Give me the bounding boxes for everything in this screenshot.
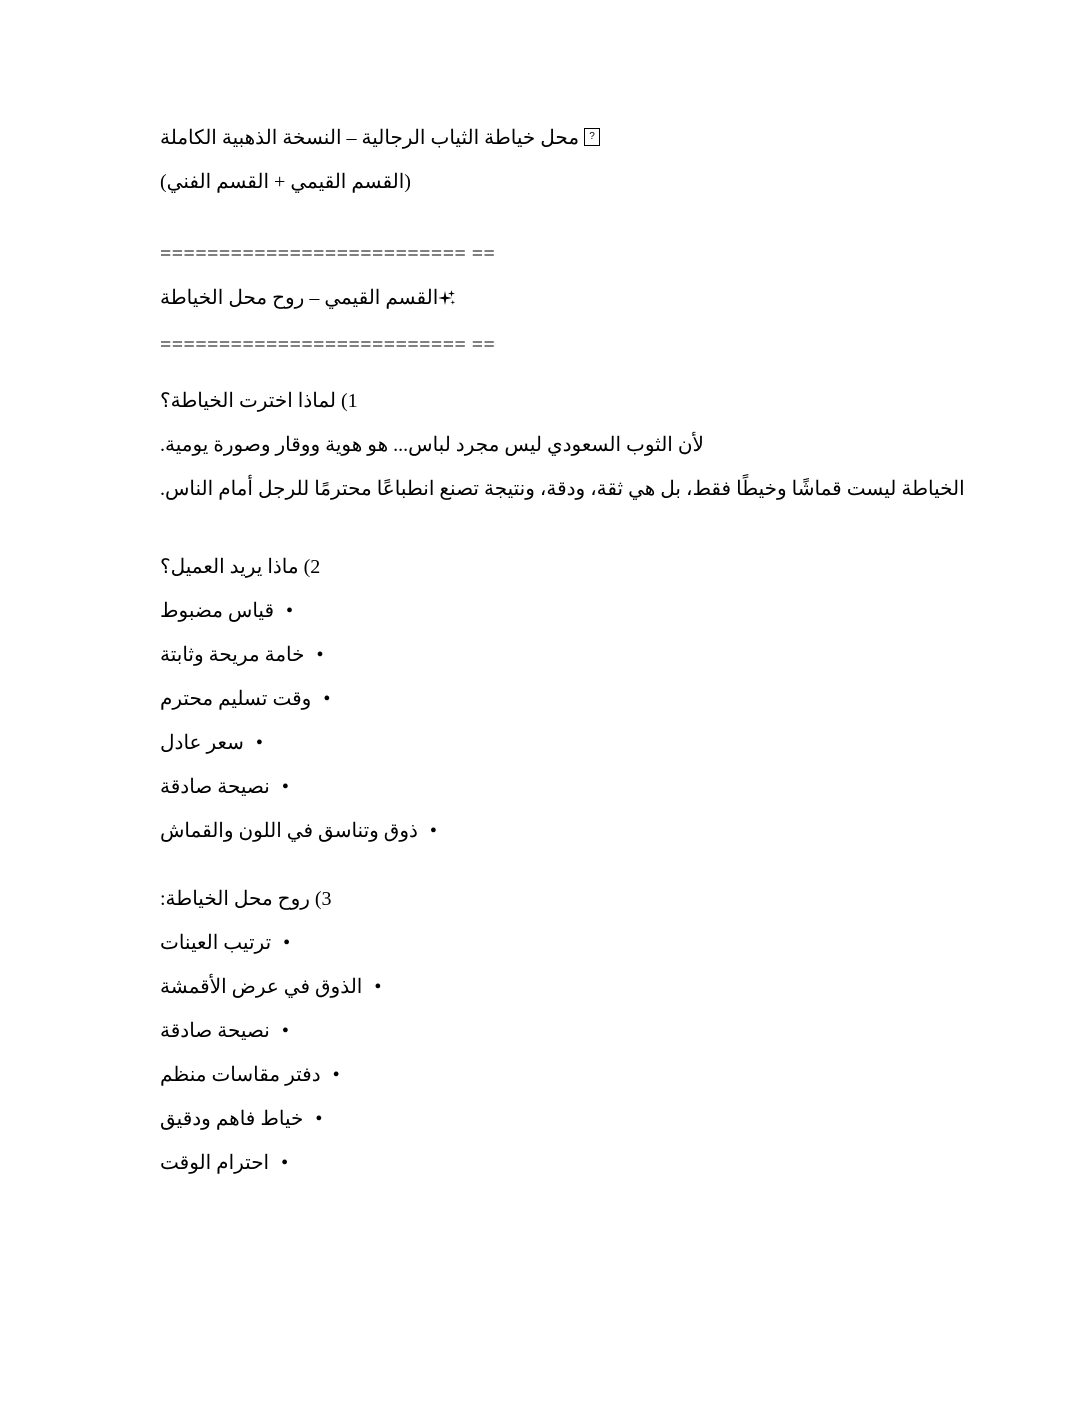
list-item bbox=[160, 1062, 998, 1088]
bullet-marker: • bbox=[374, 976, 382, 998]
bullet-marker: • bbox=[283, 932, 291, 954]
list-item bbox=[160, 818, 998, 844]
list-item bbox=[160, 774, 998, 800]
list-item-text: نصيحة صادقة bbox=[160, 776, 270, 798]
section-1-paragraph: لأن الثوب السعودي ليس مجرد لباس... هو هوية ووقار وصورة يومية. bbox=[160, 434, 704, 456]
bullet-marker: • bbox=[315, 1108, 323, 1130]
bullet-marker: • bbox=[332, 1064, 340, 1086]
document-title-text: محل خياطة الثياب الرجالية – النسخة الذهبية الكاملة bbox=[160, 127, 580, 149]
sparkles-icon bbox=[439, 288, 456, 314]
list-item bbox=[160, 686, 998, 712]
value-section-header bbox=[160, 285, 998, 314]
list-item bbox=[160, 730, 998, 756]
list-item bbox=[160, 598, 998, 624]
list-item-text: ترتيب العينات bbox=[160, 932, 272, 954]
list-item bbox=[160, 642, 998, 668]
missing-glyph-box-icon bbox=[584, 128, 600, 146]
bullet-marker: • bbox=[281, 1152, 289, 1174]
list-item-text: الذوق في عرض الأقمشة bbox=[160, 976, 363, 998]
list-item bbox=[160, 1150, 998, 1176]
divider-line-top: ========================== == bbox=[160, 243, 496, 265]
bullet-marker: • bbox=[255, 732, 263, 754]
list-item-text: قياس مضبوط bbox=[160, 600, 275, 622]
list-item-text: نصيحة صادقة bbox=[160, 1020, 270, 1042]
list-item-text: سعر عادل bbox=[160, 732, 244, 754]
bullet-marker: • bbox=[281, 1020, 289, 1042]
list-item bbox=[160, 1106, 998, 1132]
list-item-text: خياط فاهم ودقيق bbox=[160, 1108, 304, 1130]
bullet-marker: • bbox=[323, 688, 331, 710]
document-subtitle: (القسم القيمي + القسم الفني) bbox=[160, 171, 411, 193]
list-item-text: خامة مريحة وثابتة bbox=[160, 644, 305, 666]
list-item-text: دفتر مقاسات منظم bbox=[160, 1064, 321, 1086]
divider-line-bottom: ========================== == bbox=[160, 334, 496, 356]
bullet-marker: • bbox=[281, 776, 289, 798]
bullet-marker: • bbox=[316, 644, 324, 666]
section-1-paragraph: الخياطة ليست قماشًا وخيطًا فقط، بل هي ثقة، ودقة، ونتيجة تصنع انطباعًا محترمًا للرجل أمام الناس. bbox=[160, 478, 965, 500]
section-3-heading: 3) روح محل الخياطة: bbox=[160, 888, 332, 910]
list-item bbox=[160, 930, 998, 956]
value-section-header-text: القسم القيمي – روح محل الخياطة bbox=[160, 287, 439, 309]
section-1-heading: 1) لماذا اخترت الخياطة؟ bbox=[160, 390, 358, 412]
list-item bbox=[160, 974, 998, 1000]
list-item-text: ذوق وتناسق في اللون والقماش bbox=[160, 820, 418, 842]
list-item-text: احترام الوقت bbox=[160, 1152, 270, 1174]
list-item-text: وقت تسليم محترم bbox=[160, 688, 312, 710]
bullet-marker: • bbox=[429, 820, 437, 842]
section-2-heading: 2) ماذا يريد العميل؟ bbox=[160, 556, 321, 578]
bullet-marker: • bbox=[286, 600, 294, 622]
list-item bbox=[160, 1018, 998, 1044]
document-title bbox=[160, 125, 998, 151]
